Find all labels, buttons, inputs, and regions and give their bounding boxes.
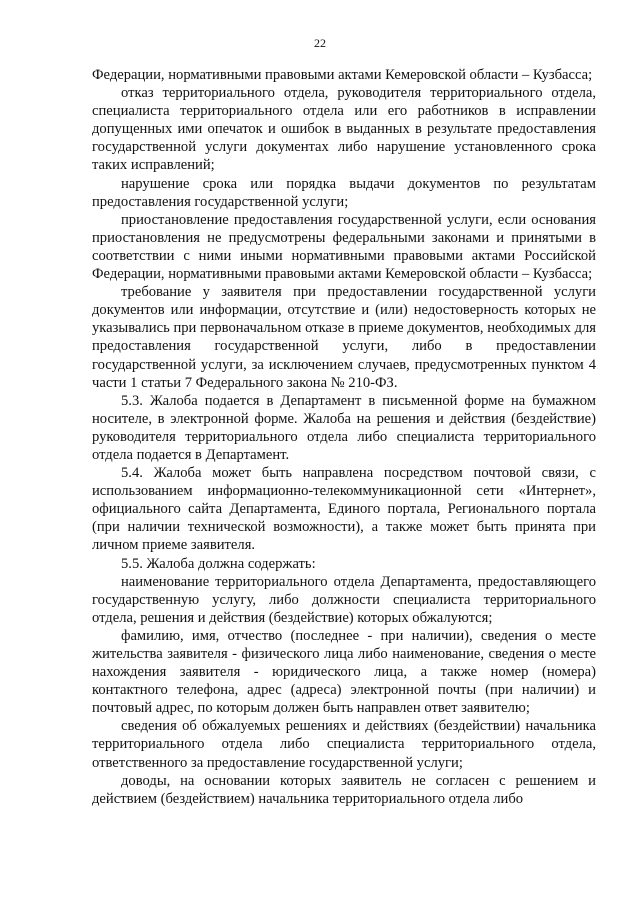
paragraph-9: наименование территориального отдела Департамента, предоставляющего государственную услугу, либо должности специалиста территориального отдела, решения и действия (бездействие) которых обжалуются; (92, 573, 596, 626)
paragraph-6: 5.3. Жалоба подается в Департамент в письменной форме на бумажном носителе, в электронной форме. Жалоба на решения и действия (бездействие) руководителя территориального отдела либо специалиста территориального отдела подается в Департамент. (92, 392, 596, 463)
paragraph-10: фамилию, имя, отчество (последнее - при наличии), сведения о месте жительства заявителя - физического лица либо наименование, сведения о месте нахождения заявителя - юридического лица, а также номер (номера) контактного телефона, адрес (адреса) электронной почты (при наличии) и почтовый адрес, по которым должен быть направлен ответ заявителю; (92, 627, 596, 717)
paragraph-1: Федерации, нормативными правовыми актами Кемеровской области – Кузбасса; (92, 67, 593, 83)
paragraph-4: приостановление предоставления государственной услуги, если основания приостановления не предусмотрены федеральными законами и принятыми в соответствии с ними иными нормативными правовыми актами Российской Федерации, нормативными правовыми актами Кемеровской области – Кузбасса; (92, 211, 596, 283)
paragraph-3: нарушение срока или порядка выдачи документов по результатам предоставления государственной услуги; (92, 175, 596, 210)
paragraph-11: сведения об обжалуемых решениях и действиях (бездействии) начальника территориального отдела либо специалиста территориального отдела, ответственного за предоставление государственной услуги; (92, 718, 596, 771)
paragraph-2: отказ территориального отдела, руководителя территориального отдела, специалиста территориального отдела или его работников в исправлении допущенных ими опечаток и ошибок в выданных в результате предоставления государственной услуги документах либо нарушение установленного срока таких исправлений; (92, 85, 596, 174)
page-number: 22 (314, 36, 326, 50)
document-body (92, 66, 596, 808)
paragraph-7: 5.4. Жалоба может быть направлена посредством почтовой связи, с использованием информационно-телекоммуникационной сети «Интернет», официального сайта Департамента, Единого портала, Регионального портала (при наличии технической возможности), а также может быть принята при личном приеме заявителя. (92, 465, 596, 554)
paragraph-5: требование у заявителя при предоставлении государственной услуги документов или информации, отсутствие и (или) недостоверность которых не указывались при первоначальном отказе в приеме документов, необходимых для предоставления государственной услуги, либо в предоставлении государственной услуги, за исключением случаев, предусмотренных пунктом 4 части 1 статьи 7 Федерального закона № 210-ФЗ. (92, 284, 596, 391)
paragraph-8: 5.5. Жалоба должна содержать: (121, 555, 316, 572)
paragraph-12: доводы, на основании которых заявитель не согласен с решением и действием (бездействием) начальника территориального отдела либо (92, 772, 596, 807)
